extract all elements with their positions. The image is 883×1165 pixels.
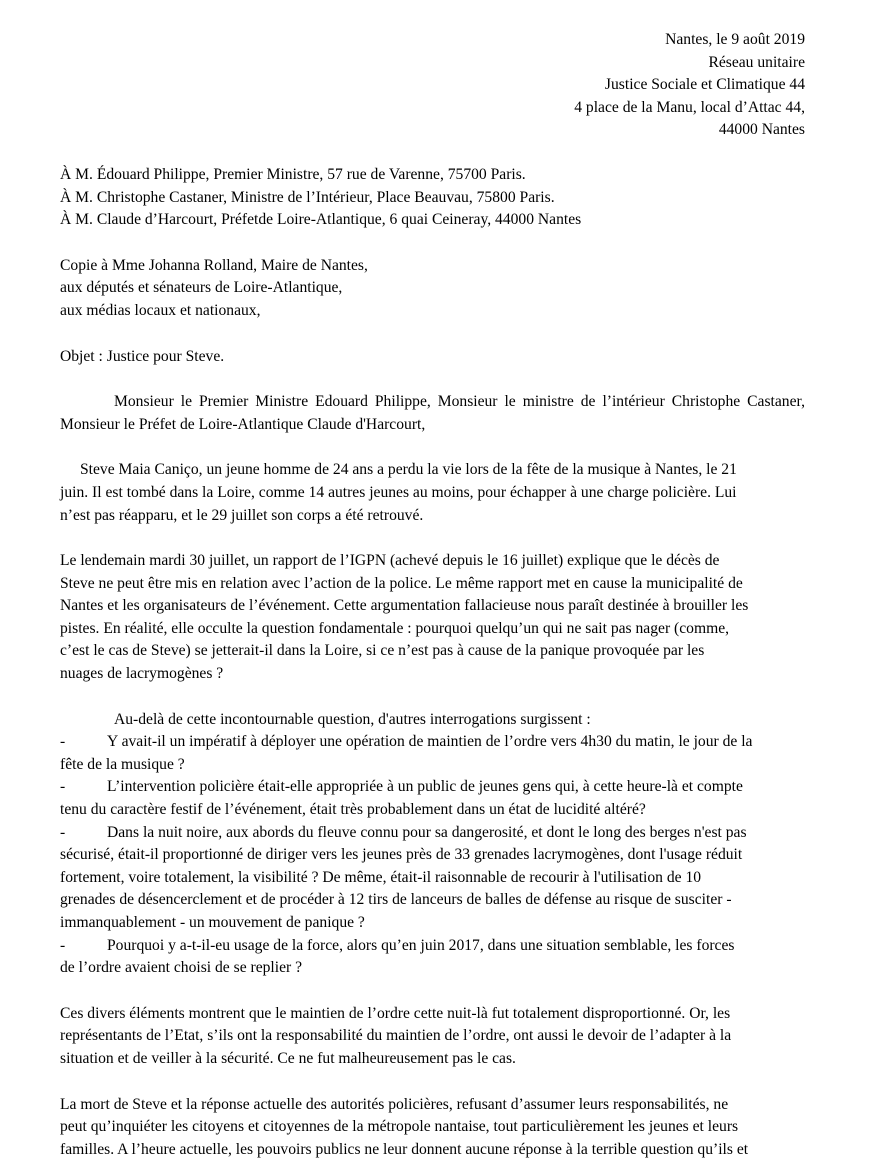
paragraph-line: n’est pas réapparu, et le 29 juillet son corps a été retrouvé.	[60, 506, 424, 524]
question-text	[107, 731, 805, 754]
paragraph-line: Steve ne peut être mis en relation avec l’action de la police. Le même rapport met en cause la municipalité de	[60, 574, 743, 592]
question-continuation: grenades de désencerclement et de procéder à 12 tirs de lanceurs de balles de défense au risque de susciter -	[60, 891, 732, 909]
copy-line: Copie à Mme Johanna Rolland, Maire de Nantes,	[60, 256, 368, 274]
paragraph-line: Y avait-il un impératif à déployer une opération de maintien de l’ordre vers 4h30 du matin, le jour de la	[107, 733, 753, 751]
sender-address-line: 4 place de la Manu, local d’Attac 44,	[574, 98, 805, 116]
copy-block	[60, 255, 805, 323]
questions-intro: Au-delà de cette incontournable question, d'autres interrogations surgissent :	[114, 710, 591, 728]
copy-line: aux médias locaux et nationaux,	[60, 301, 261, 319]
question-text	[107, 776, 805, 799]
sender-org-line: Réseau unitaire	[708, 53, 805, 71]
paragraph-line: familles. A l’heure actuelle, les pouvoirs publics ne leur donnent aucune réponse à la terrible question qu’ils et	[60, 1140, 749, 1158]
paragraph-line: pistes. En réalité, elle occulte la question fondamentale : pourquoi quelqu’un qui ne sait pas nager (comme,	[60, 619, 730, 637]
paragraph-line: juin. Il est tombé dans la Loire, comme 14 autres jeunes au moins, pour échapper à une charge policière. Lui	[60, 483, 737, 501]
recipient-line: À M. Édouard Philippe, Premier Ministre, 57 rue de Varenne, 75700 Paris.	[60, 165, 526, 183]
paragraph-line: La mort de Steve et la réponse actuelle des autorités policières, refusant d’assumer leurs responsabilités, ne	[60, 1095, 729, 1113]
paragraph-line: situation et de veiller à la sécurité. Ce ne fut malheureusement pas le cas.	[60, 1049, 516, 1067]
question-text	[107, 935, 805, 958]
recipient-line: À M. Claude d’Harcourt, Préfetde Loire-Atlantique, 6 quai Ceineray, 44000 Nantes	[60, 211, 582, 229]
question-text	[107, 822, 805, 845]
paragraph-line: Le lendemain mardi 30 juillet, un rapport de l’IGPN (achevé depuis le 16 juillet) explique que le décès de	[60, 552, 720, 570]
question-continuation: tenu du caractère festif de l’événement, était très probablement dans un état de lucidité altéré?	[60, 801, 646, 819]
question-continuation: sécurisé, était-il proportionné de diriger vers les jeunes près de 33 grenades lacrymogènes, dont l'usage réduit	[60, 846, 743, 864]
sender-block	[440, 29, 805, 142]
paragraph-line: Pourquoi y a-t-il-eu usage de la force, alors qu’en juin 2017, dans une situation semblable, les forces	[107, 936, 735, 954]
paragraph-2	[60, 550, 805, 686]
object-line: Objet : Justice pour Steve.	[60, 347, 225, 365]
paragraph-1	[60, 459, 805, 527]
paragraph-line: peut qu’inquiéter les citoyens et citoyennes de la métropole nantaise, tout particulièrement les jeunes et leurs	[60, 1118, 739, 1136]
paragraph-line: nuages de lacrymogènes ?	[60, 665, 224, 683]
question-continuation: immanquablement - un mouvement de panique ?	[60, 914, 365, 931]
letter-page	[60, 29, 805, 1161]
question-item	[60, 731, 805, 754]
paragraph-line: Nantes et les organisateurs de l’événement. Cette argumentation fallacieuse nous paraît destinée à brouiller les	[60, 597, 749, 615]
paragraph-line: Steve Maia Caniço, un jeune homme de 24 ans a perdu la vie lors de la fête de la musique à Nantes, le 21	[80, 461, 737, 479]
bullet-dash: -	[60, 823, 66, 841]
paragraph-line: c’est le cas de Steve) se jetterait-il dans la Loire, si ce n’est pas à cause de la panique provoquée par les	[60, 642, 705, 660]
paragraph-line: Ces divers éléments montrent que le maintien de l’ordre cette nuit-là fut totalement disproportionné. Or, les	[60, 1004, 731, 1022]
copy-line: aux députés et sénateurs de Loire-Atlantique,	[60, 279, 343, 297]
question-item	[60, 822, 805, 845]
paragraph-line: Dans la nuit noire, aux abords du fleuve connu pour sa dangerosité, et dont le long des berges n'est pas	[107, 823, 747, 841]
question-continuation: de l’ordre avaient choisi de se replier ?	[60, 959, 303, 977]
bullet-dash: -	[60, 778, 66, 796]
salutation: Monsieur le Premier Ministre Edouard Philippe, Monsieur le ministre de l’intérieur Christophe Castaner, Monsieur le Préfet de Loire-Atlantique Claude d'Harcourt,	[60, 393, 805, 433]
paragraph-line: L’intervention policière était-elle appropriée à un public de jeunes gens qui, à cette heure-là et compte	[107, 778, 743, 796]
bullet-dash: -	[60, 936, 66, 954]
question-continuation: fête de la musique ?	[60, 755, 185, 773]
paragraph-5	[60, 1094, 805, 1162]
bullet-dash: -	[60, 733, 66, 751]
recipient-line: À M. Christophe Castaner, Ministre de l’Intérieur, Place Beauvau, 75800 Paris.	[60, 188, 555, 206]
date-line: Nantes, le 9 août 2019	[665, 31, 805, 48]
paragraph-4	[60, 1003, 805, 1071]
sender-address-line: 44000 Nantes	[718, 121, 805, 139]
recipients-block	[60, 164, 805, 232]
paragraph-line: représentants de l’Etat, s’ils ont la responsabilité du maintien de l’ordre, ont aussi le devoir de l’adapter à la	[60, 1027, 732, 1045]
question-continuation: fortement, voire totalement, la visibilité ? De même, était-il raisonnable de recourir à l'utilisation de 10	[60, 868, 702, 886]
sender-org-line: Justice Sociale et Climatique 44	[604, 76, 805, 94]
question-item	[60, 776, 805, 799]
question-item	[60, 935, 805, 958]
